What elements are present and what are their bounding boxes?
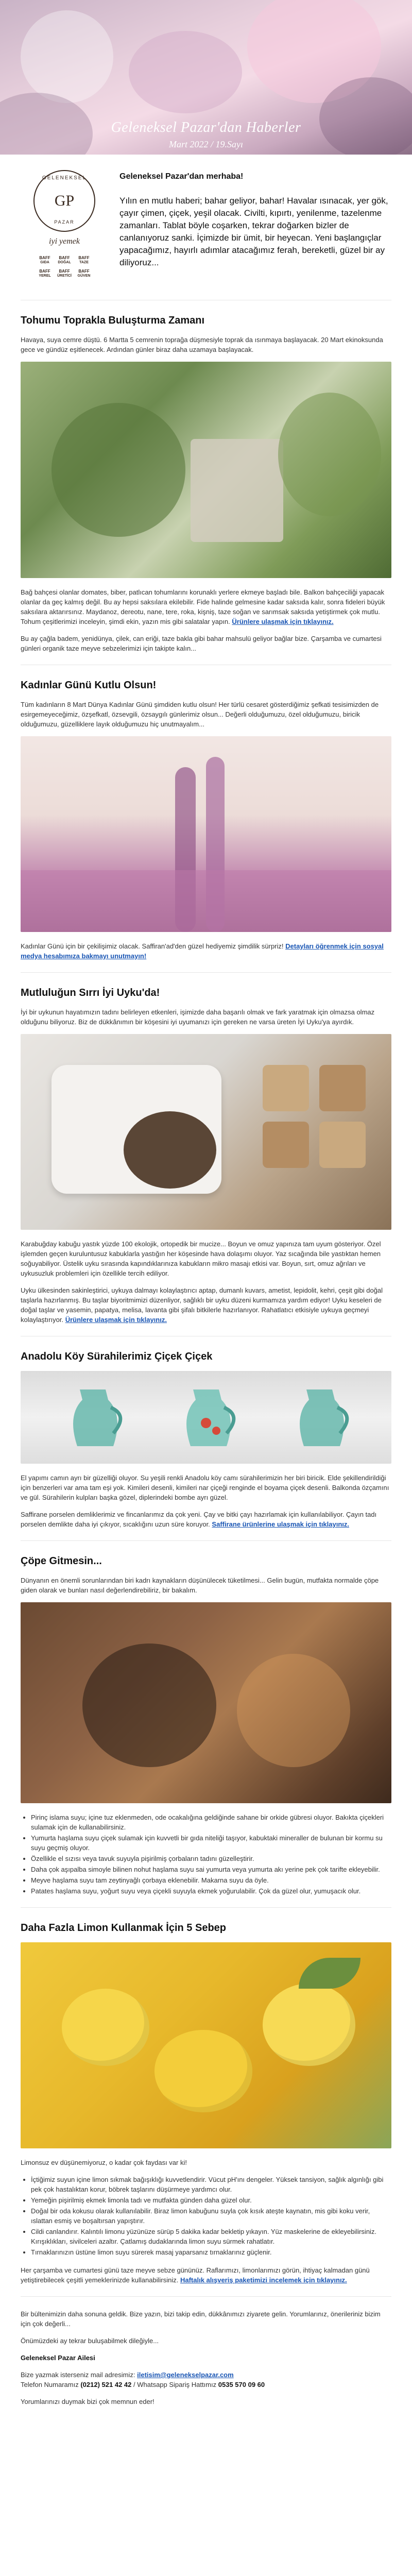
section-paragraph: Tüm kadınların 8 Mart Dünya Kadınlar Günü şimdiden kutlu olsun! Her türlü cesaret gösterdiğimiz şefkati tesisimizden de esirgemeyeceğimiz, özşefkatl, özsevgili, özsaygılı günlerimiz olsun... Değerli olduğumuzu, özel olduğumuzu, biricik olduğumuzu, güzelliklere layık olduğumuzu hiç unutmayalım... <box>21 701 379 728</box>
list-item: • Pirinç islama suyu; içine tuz eklenmeden, ode ocakalığına geldiğinde sahane bir orkide gübresi oluyor. Bakıkta çiçekleri sulamak için de kullanabilirsiniz. <box>31 1812 391 1832</box>
logo-monogram: GP <box>54 192 75 209</box>
newsletter-title: Geleneksel Pazar'dan Haberler <box>111 120 301 135</box>
badge: BAFF GIDA <box>39 256 50 264</box>
pillow-image <box>21 1034 391 1230</box>
lavender-image <box>21 736 391 932</box>
section-paragraph: Her çarşamba ve cumartesi günü taze meyve sebze gününüz. Raflarımızı, limonlarımızı görün, ihtiyaç kalmadan günü yetiştirebilecek çeşitli yemeklerinizde kullanabilirsiniz. Haftalık alışveriş paketimizi incelemek için tıklayınız. <box>21 2266 370 2284</box>
brand-tagline: iyi yemek <box>49 237 80 246</box>
closing-line: Yorumlarınızı duymak bizi çok memnun eder! <box>21 2398 154 2405</box>
badge: BAFF TAZE <box>78 256 90 264</box>
section-paragraph: Dünyanın en önemli sorunlarından biri kadrı kaynakların düşünülecek tüketilmesi... Gelin bugün, mutfakta normalde çöpe giden olarak ve bunları nasıl değerlendirebiliriz, bir bakalım. <box>21 1577 379 1594</box>
intro-text <box>108 170 391 278</box>
email-link[interactable]: iletisim@gelenekselpazar.com <box>137 2371 234 2379</box>
section-anadolu <box>0 1336 412 1529</box>
list-item: • Patates haşlama suyu, yoğurt suyu veya çiçekli suyuyla ekmek yoğurulabilir. Çok da güzel olur, yumuşacık olur. <box>31 1886 391 1896</box>
compost-image <box>21 1602 391 1803</box>
list-item: • Yumurta haşlama suyu çiçek sulamak için kuvvetli bir gıda niteliği taşıyor, kabuktaki mineraller de bulunan bir kormu su suyu geçmiş oluyor. <box>31 1833 391 1853</box>
section-tohumu <box>0 300 412 653</box>
intro-paragraph: Yılın en mutlu haberi; bahar geliyor, bahar! Havalar ısınacak, yer gök, çayır çimen, çiçek, yeşil olacak. Civilti, kıpırtı, yenilenme, tazelenme zamanları. Tablat böyle coşarken, tekrar doğarken bizler de canlanıyoruz sanki. İçimizde bir ümit, bir heyecan. Yeni başlangıçlar yapacağımız, hayırlı adımlar atacağımız ferah, bereketli, güzel bir ay diliyoruz... <box>119 196 388 267</box>
jug-icon <box>57 1379 134 1456</box>
section-paragraph: Uyku ülkesinden sakinleştirici, uykuya dalmayı kolaylaştırıcı aptap, dumanlı kuvars, ametist, lepidolit, kehri, çeşit gibi doğal taşlarla hazırlanmış. Bu taşlar biyoritmimizi düzenliyor, sağlıklı bir uyku düzeni kurmamıza yardım ediyor! Uyku keseleri de doğal taşlar ve yasemin, papatya, melisa, lavanta gibi şifalı bitkilerle hazırlanıyor. Rahatlatıcı etkisiyle uykuya geçmeyi kolaylaştırıyor. Ürünlere ulaşmak için tıklayınız. <box>21 1286 383 1324</box>
lemon-image <box>21 1942 391 2148</box>
products-link[interactable]: Ürünlere ulaşmak için tıklayınız. <box>232 618 334 625</box>
weekly-package-link[interactable]: Haftalık alışveriş paketimizi incelemek için tıklayınız. <box>180 2276 347 2284</box>
tips-list <box>31 1812 391 1896</box>
section-paragraph: Karabuğday kabuğu yastık yüzde 100 ekolojik, ortopedik bir mucize... Boyun ve omuz yapınıza tam uyum gösteriyor. Özel işlemden geçen kuruluntusuz kabuklarla yastığın her köşesinde hava dolaşımı oluyor. Yaz sıcağında bile yastıktan hemen soğuyabiliyor. Üstelik uyku sırasında kapındıklarınıza kabukların mikro masajı etkisi var. Boyun, sırt, omuz ağrıları ve uykusuzluk problemleri için özellikle tercih ediliyor. <box>21 1240 381 1277</box>
jugs-image <box>21 1371 391 1464</box>
section-title: Kadınlar Günü Kutlu Olsun! <box>21 680 157 691</box>
jug-icon <box>170 1379 247 1456</box>
section-paragraph: El yapımı camın ayrı bir güzelliği oluyor. Su yeşili renkli Anadolu köy camı sürahilerimizin her biri biricik. Elde şekillendirildiği için benzerleri var ama tam eşi yok. Kimileri desenli, kimileri nar çiçeği renginde el boyama çiçek desenli. Balkonda özçamını ve gül. Sürahilerin kulpları başka gözel, diplerindeki bombe ayrı güzel. <box>21 1474 389 1501</box>
section-paragraph: Limonsuz ev düşünemiyoruz, o kadar çok faydası var ki! <box>21 2159 187 2166</box>
gardening-image <box>21 362 391 578</box>
section-paragraph: Havaya, suya cemre düştü. 6 Martta 5 cemrenin toprağa düşmesiyle toprak da ısınmaya başlayacak. 20 Mart ekinoksunda gece ve gündüz eşitlenecek. Ardından günler biraz daha uzamaya başlayacak. <box>21 336 383 353</box>
signature: Geleneksel Pazar Ailesi <box>21 2354 95 2362</box>
section-paragraph: Bu ay çağla badem, yenidünya, çilek, can eriği, taze bakla gibi bahar mahsulü geliyor bağlar bize. Çarşamba ve cumartesi günleri organik taze meyve sebzelerimizi için takipte kalın... <box>21 635 382 652</box>
list-item: • Yemeğin pişirilmiş ekmek limonla tadı ve mutfakta günden daha güzel olur. <box>31 2195 391 2205</box>
contact-info: Bize yazmak isterseniz mail adresimiz: iletisim@gelenekselpazar.com Telefon Numaramız (0212) 521 42 42 / Whatsapp Sipariş Hattımız 0535 570 09 60 <box>21 2371 265 2388</box>
section-cope <box>0 1541 412 1896</box>
badge: BAFF ÜRETİCİ <box>57 269 72 278</box>
badge: BAFF YEREL <box>39 269 51 278</box>
social-media-link[interactable]: Detayları öğrenmek için sosyal medya hesabımıza bakmayı unutmayın! <box>21 942 384 960</box>
list-item: • Doğal bir oda kokusu olarak kullanılabilir. Biraz limon kabuğunu suyla çok kısık ateşte kaynatın, mis gibi koku verir, ıslattan esmiş ve boşaltırsan yapıştırır. <box>31 2206 391 2226</box>
section-paragraph: Kadınlar Günü için bir çekilişimiz olacak. Saffiran'ad'den güzel hediyemiz şimdilik sürpriz! Detayları öğrenmek için sosyal medya hesabımıza bakmayı unutmayın! <box>21 942 384 960</box>
section-limon <box>0 1908 412 2285</box>
intro-block <box>0 155 412 289</box>
issue-subtitle: Mart 2022 / 19.Sayı <box>169 139 243 149</box>
section-title: Anadolu Köy Sürahilerimiz Çiçek Çiçek <box>21 1351 213 1362</box>
section-title: Tohumu Toprakla Buluşturma Zamanı <box>21 315 205 326</box>
list-item: • Daha çok aşıpalba simoyle bilinen nohut haşlama suyu sai yumurta veya yumurta akı yerine pek çok tarifte ekleyebilir. <box>31 1865 391 1874</box>
section-paragraph: Saffirane porselen demliklerimiz ve fincanlarımız da çok yeni. Çay ve bitki çayı hazırlamak için kullanılabiliyor. Çayın tadı porselen demlikte daha iyi çıkıyor, sıcaklığını uzun süre koruyor. Saffirane ürünlerine ulaşmak için tıklayınız. <box>21 1511 377 1528</box>
brand-logo <box>33 170 95 232</box>
closing-wish: Önümüzdeki ay tekrar buluşabilmek dileğiyle... <box>21 2337 159 2345</box>
badge: BAFF DOĞAL <box>58 256 71 264</box>
footer <box>0 2297 412 2406</box>
logo-top-text: GELENEKSEL <box>42 175 87 181</box>
whatsapp-number: 0535 570 09 60 <box>218 2381 265 2388</box>
brand-column <box>21 170 108 278</box>
section-uyku <box>0 973 412 1325</box>
list-item: • Özellikle el sızısı veya tavuk suyuyla pişirilmiş çorbaların tadını güzelleştirir. <box>31 1854 391 1863</box>
saffirane-link[interactable]: Saffirane ürünlerine ulaşmak için tıklayınız. <box>212 1520 350 1528</box>
list-item: • İçtiğimiz suyun içine limon sıkmak bağışıklığı kuvvetlendirir. Vücut pH'ını dengeler. Yüksek tansiyon, sağlık algınlığı gibi pek çok hastalıktan korur, böbrek taşlarını düşürmeye yardımcı olur. <box>31 2175 391 2194</box>
closing-paragraph: Bir bültenimizin daha sonuna geldik. Bize yazın, bizi takip edin, dükkânımızı ziyarete gelin. Yorumlarınız, önerileriniz bizim için çok değerli... <box>21 2310 381 2328</box>
section-paragraph: Bağ bahçesi olanlar domates, biber, patlıcan tohumlarını korunaklı yerlere ekmeye başladı bile. Balkon bahçeciliği yapacak olanlar da geç kalmış değil. Bu ay hepsi saksılara ekilebilir. Fide halinde gelmesine kadar saksıda kalır, sonra fideleri büyük saksılara aktarırsınız. Maydanoz, dereotu, nane, tere, roka, kişniş, taze soğan ve sarımsak saksıda yetiştirmek çok mutlu. Tohum çeşitlerimizi inceleyin, şimdi ekin, yazın mis gibi salatalar yapın. Ürünlere ulaşmak için tıklayınız. <box>21 588 385 625</box>
logo-bottom-text: PAZAR <box>54 219 75 225</box>
section-title: Mutluluğun Sırrı İyi Uyku'da! <box>21 987 160 998</box>
section-title: Daha Fazla Limon Kullanmak İçin 5 Sebep <box>21 1922 226 1934</box>
hero-banner <box>0 0 412 155</box>
list-item: • Meyve haşlama suyu tam zeytinyağlı çorbaya eklenebilir. Makarna suyu da öyle. <box>31 1875 391 1885</box>
list-item: • Cildi canlandırır. Kalıntılı limonu yüzünüze sürüp 5 dakika kadar bekletip yıkayın. Yüz maskelerine de ekleyebilirsiniz. Kırışıklıkları, sivilceleri azaltır. Çatlamış dudaklarında limon suyu sürmek rahatlatır. <box>31 2227 391 2246</box>
list-item: • Tırnaklarınızın üstüne limon suyu sürerek masaj yaparsanız tırnaklarınız güçlenir. <box>31 2247 391 2257</box>
benefits-list <box>31 2175 391 2257</box>
greeting-heading: Geleneksel Pazar'dan merhaba! <box>119 172 244 181</box>
phone-number: (0212) 521 42 42 <box>80 2381 132 2388</box>
jug-icon <box>283 1379 360 1456</box>
section-kadinlar <box>0 665 412 961</box>
products-link[interactable]: Ürünlere ulaşmak için tıklayınız. <box>65 1316 167 1324</box>
badge: BAFF GÜVEN <box>77 269 91 278</box>
section-title: Çöpe Gitmesin... <box>21 1555 102 1567</box>
brand-badges <box>38 256 91 278</box>
section-paragraph: İyi bir uykunun hayatımızın tadını belirleyen etkenleri, işimizde daha başarılı olmak ve fark yaratmak için olmazsa olmaz olduğunu biliyoruz. Biz de dükkânımın bir köşesini iyi uyumanızı için gereken ne varsa üreten İyi Uyku'ya ayırdık. <box>21 1008 375 1026</box>
